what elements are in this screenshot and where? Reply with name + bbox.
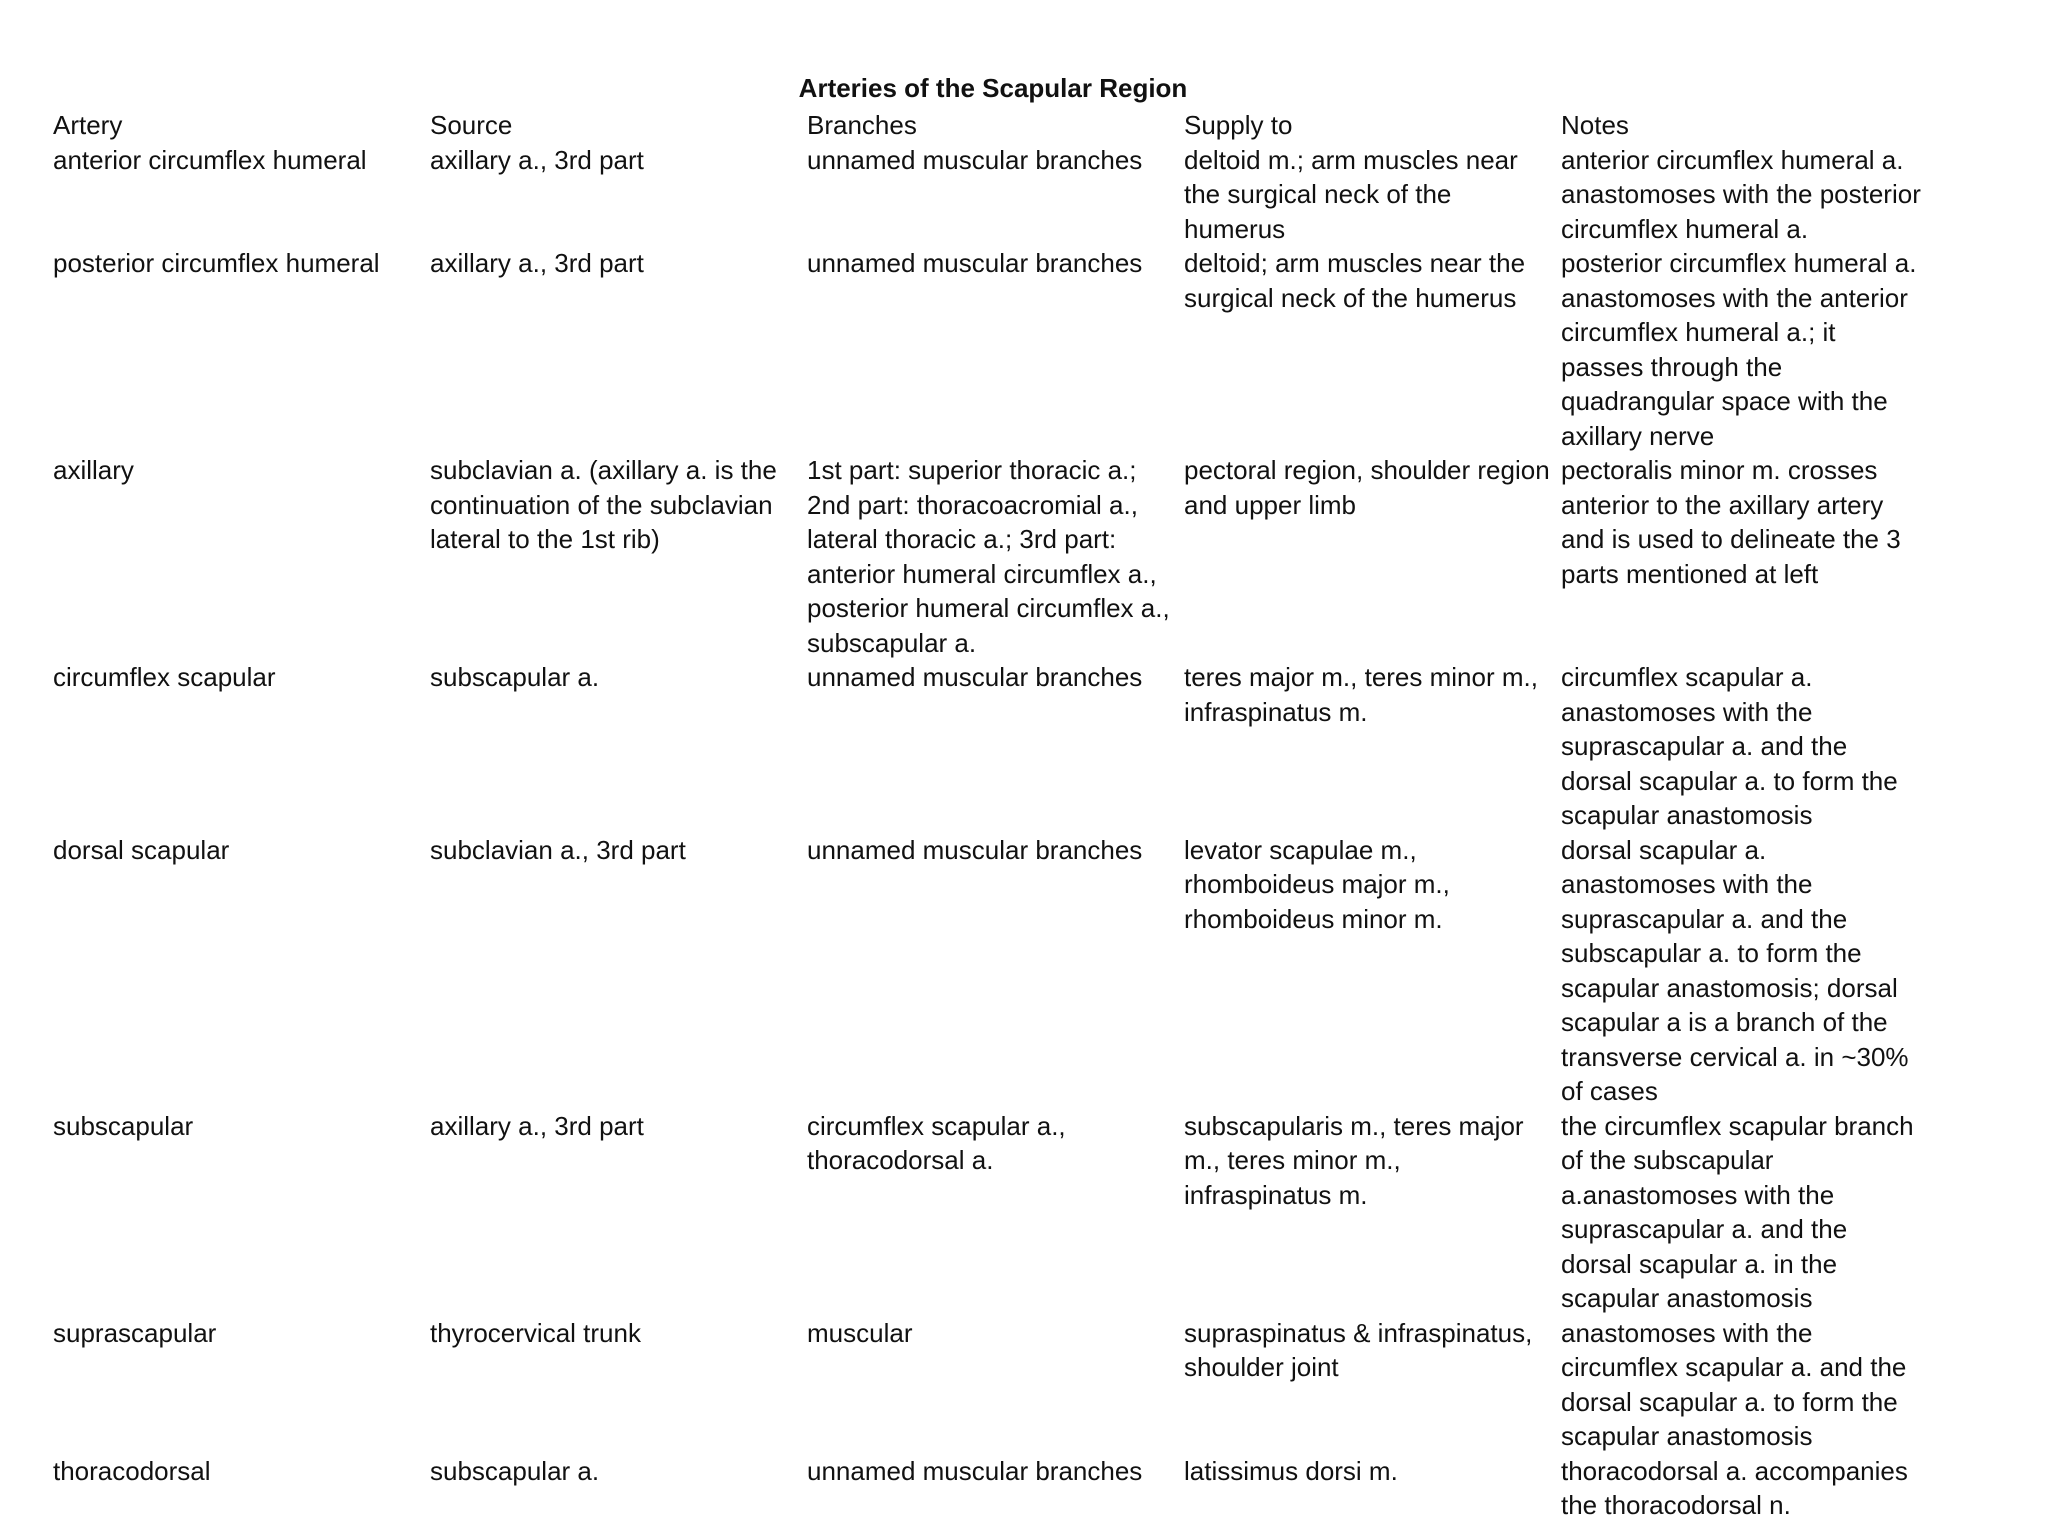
artery-cell: thoracodorsal — [53, 1455, 211, 1486]
branches-cell: unnamed muscular branches — [807, 144, 1143, 175]
branches-cell: unnamed muscular branches — [807, 834, 1143, 865]
table-row — [53, 143, 1933, 247]
column-header-branches: Branches — [807, 110, 917, 140]
notes-cell: the circumflex scapular branch of the subscapular a.anastomoses with the suprascapular a. and the dorsal scapular a. in the scapular anastomosis — [1561, 1110, 1914, 1313]
supply-cell: teres major m., teres minor m., infraspinatus m. — [1184, 662, 1538, 727]
artery-cell: subscapular — [53, 1110, 194, 1141]
column-header-supply: Supply to — [1184, 110, 1293, 140]
source-cell: subscapular a. — [430, 662, 600, 692]
source-cell: subclavian a. (axillary a. is the continuation of the subclavian lateral to the 1st rib) — [430, 455, 777, 554]
notes-cell: pectoralis minor m. crosses anterior to the axillary artery and is used to delineate the 3 parts mentioned at left — [1561, 455, 1901, 589]
source-cell: subclavian a., 3rd part — [430, 834, 686, 865]
artery-cell: axillary — [53, 455, 134, 485]
document-title-text: Arteries of the Scapular Region — [798, 73, 1188, 103]
notes-cell: posterior circumflex humeral a. anastomoses with the anterior circumflex humeral a.; it passes through the quadrangular space with the axillary nerve — [1561, 248, 1917, 451]
artery-cell: suprascapular — [53, 1317, 217, 1348]
supply-cell: deltoid m.; arm muscles near the surgical neck of the humerus — [1184, 144, 1518, 244]
source-cell: subscapular a. — [430, 1455, 600, 1486]
supply-cell: supraspinatus & infraspinatus, shoulder joint — [1184, 1317, 1533, 1382]
notes-cell: thoracodorsal a. accompanies the thoracodorsal n. — [1561, 1455, 1908, 1520]
table-row — [53, 833, 1933, 1109]
supply-cell: deltoid; arm muscles near the surgical neck of the humerus — [1184, 248, 1526, 313]
notes-cell: circumflex scapular a. anastomoses with the suprascapular a. and the dorsal scapular a. to form the scapular anastomosis — [1561, 662, 1898, 830]
supply-cell: subscapularis m., teres major m., teres minor m., infraspinatus m. — [1184, 1110, 1524, 1210]
column-header-source: Source — [430, 110, 513, 140]
table-row — [53, 1316, 1933, 1454]
source-cell: axillary a., 3rd part — [430, 1110, 644, 1141]
source-cell: axillary a., 3rd part — [430, 144, 644, 175]
branches-cell: unnamed muscular branches — [807, 248, 1143, 278]
arteries-table — [53, 108, 1933, 1523]
notes-cell: anastomoses with the circumflex scapular a. and the dorsal scapular a. to form the scapular anastomosis — [1561, 1317, 1907, 1451]
header-row — [53, 108, 1933, 143]
branches-cell: unnamed muscular branches — [807, 1455, 1143, 1486]
column-header-notes: Notes — [1561, 110, 1629, 140]
branches-cell: circumflex scapular a., thoracodorsal a. — [807, 1110, 1066, 1175]
branches-cell: unnamed muscular branches — [807, 662, 1143, 692]
branches-cell: muscular — [807, 1317, 913, 1348]
artery-cell: dorsal scapular — [53, 834, 230, 865]
supply-cell: latissimus dorsi m. — [1184, 1455, 1398, 1486]
notes-cell: anterior circumflex humeral a. anastomoses with the posterior circumflex humeral a. — [1561, 144, 1921, 244]
artery-cell: posterior circumflex humeral — [53, 248, 380, 278]
artery-cell: anterior circumflex humeral — [53, 144, 367, 175]
notes-cell: dorsal scapular a. anastomoses with the suprascapular a. and the subscapular a. to form the scapular anastomosis; dorsal scapular a is a branch of the transverse cervical a. in ~30% of cases — [1561, 834, 1909, 1106]
artery-cell: circumflex scapular — [53, 662, 276, 692]
table-row — [53, 660, 1933, 833]
source-cell: thyrocervical trunk — [430, 1317, 641, 1348]
branches-cell: 1st part: superior thoracic a.; 2nd part: thoracoacromial a., lateral thoracic a.; 3rd part: anterior humeral circumflex a., posterior humeral circumflex a., subscapular a. — [807, 455, 1170, 658]
supply-cell: levator scapulae m., rhomboideus major m., rhomboideus minor m. — [1184, 834, 1450, 934]
document-title — [53, 70, 1933, 106]
source-cell: axillary a., 3rd part — [430, 248, 644, 278]
table-row — [53, 1109, 1933, 1316]
table-row — [53, 1454, 1933, 1523]
table-row — [53, 453, 1933, 660]
column-header-artery: Artery — [53, 110, 123, 140]
supply-cell: pectoral region, shoulder region and upper limb — [1184, 455, 1550, 520]
table-row — [53, 246, 1933, 453]
